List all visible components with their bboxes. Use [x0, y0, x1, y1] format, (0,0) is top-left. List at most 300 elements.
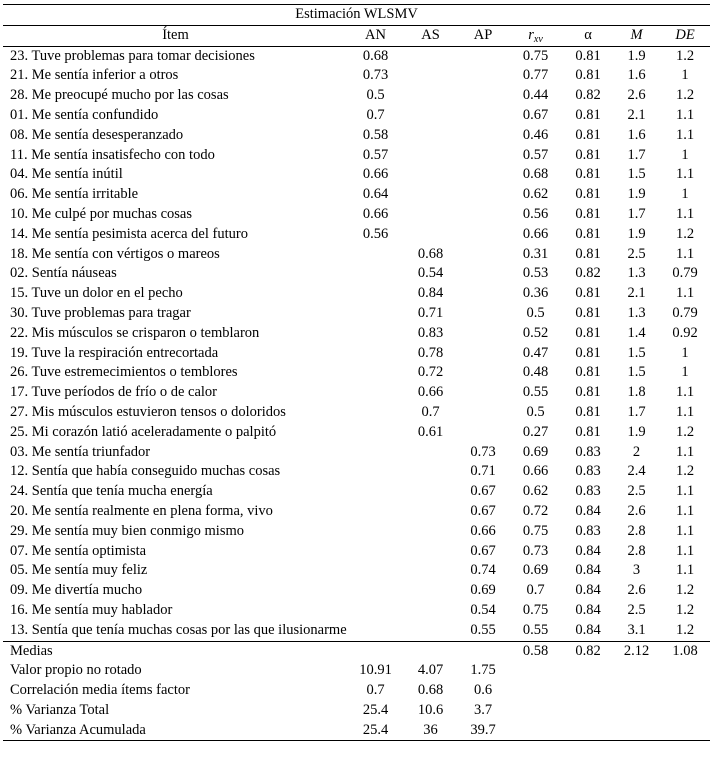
header-row — [3, 25, 710, 46]
cell-ap: 1.75 — [470, 662, 496, 679]
cell-as — [403, 146, 458, 166]
cell-alpha: 0.83 — [575, 443, 601, 460]
cell-rxv: 0.73 — [522, 542, 549, 559]
cell-ap: 0.69 — [470, 582, 496, 599]
item-label: 01. Me sentía confundido — [10, 106, 159, 123]
cell-ap — [458, 245, 508, 265]
cell-m: 1.7 — [627, 146, 646, 163]
cell-m: 1.9 — [627, 186, 646, 203]
item-label: 11. Me sentía insatisfecho con todo — [10, 146, 215, 163]
cell-alpha: 0.81 — [575, 423, 601, 440]
table-row — [3, 165, 710, 185]
item-label: 21. Me sentía inferior a otros — [10, 67, 179, 84]
cell-rxv: 0.55 — [522, 621, 549, 638]
cell-an: 25.4 — [348, 721, 403, 741]
item-label: % Varianza Acumulada — [3, 721, 348, 741]
item-label: 14. Me sentía pesimista acerca del futuro — [10, 225, 248, 242]
table-row — [3, 146, 710, 166]
cell-an — [348, 601, 403, 621]
cell-an: 0.7 — [366, 106, 385, 123]
cell-ap — [458, 225, 508, 245]
cell-rxv: 0.5 — [526, 304, 545, 321]
cell-an — [348, 561, 403, 581]
cell-rxv: 0.47 — [522, 344, 549, 361]
item-label: 05. Me sentía muy feliz — [10, 562, 148, 579]
cell-an — [348, 621, 403, 641]
cell-m: 1.9 — [627, 423, 646, 440]
table-row — [3, 561, 710, 581]
cell-m: 1.5 — [627, 344, 646, 361]
item-label: 12. Sentía que había conseguido muchas cosas — [10, 463, 281, 480]
cell-alpha: 0.81 — [575, 166, 601, 183]
cell-an — [348, 641, 403, 661]
cell-an — [348, 324, 403, 344]
item-label: 09. Me divertía mucho — [10, 582, 143, 599]
cell-ap: 3.7 — [473, 701, 493, 718]
cell-alpha: 0.84 — [575, 562, 601, 579]
cell-an: 0.66 — [362, 166, 389, 183]
cell-ap: 0.71 — [470, 463, 496, 480]
cell-alpha: 0.81 — [575, 67, 601, 84]
cell-ap: 0.67 — [470, 483, 496, 500]
cell-alpha: 0.83 — [575, 522, 601, 539]
cell-ap — [458, 363, 508, 383]
cell-de: 1.2 — [675, 225, 695, 242]
results-table-container — [3, 4, 710, 741]
cell-ap — [458, 383, 508, 403]
cell-alpha: 0.81 — [575, 364, 601, 381]
cell-rxv: 0.62 — [522, 483, 549, 500]
cell-m: 1.3 — [627, 265, 646, 282]
cell-m: 1.6 — [627, 126, 646, 143]
cell-rxv: 0.55 — [522, 384, 549, 401]
cell-m: 1.3 — [627, 304, 646, 321]
cell-de: 1.08 — [660, 641, 710, 661]
table-row — [3, 86, 710, 106]
table-row — [3, 185, 710, 205]
item-label: Medias — [3, 641, 348, 661]
cell-as: 0.66 — [417, 384, 444, 401]
cell-rxv: 0.46 — [522, 126, 549, 143]
header-m: M — [613, 25, 660, 46]
cell-an — [348, 482, 403, 502]
cell-alpha: 0.81 — [575, 106, 601, 123]
cell-alpha — [563, 681, 613, 701]
table-row — [3, 522, 710, 542]
table-row — [3, 601, 710, 621]
cell-an: 0.64 — [362, 186, 389, 203]
cell-rxv: 0.7 — [526, 582, 545, 599]
cell-as — [403, 185, 458, 205]
cell-ap — [458, 205, 508, 225]
table-row — [3, 284, 710, 304]
cell-as — [403, 205, 458, 225]
cell-ap: 0.6 — [473, 682, 493, 699]
cell-as: 0.83 — [417, 324, 444, 341]
cell-an — [348, 344, 403, 364]
cell-an — [348, 245, 403, 265]
cell-alpha: 0.81 — [575, 304, 601, 321]
cell-ap — [458, 126, 508, 146]
summary-row — [3, 701, 710, 721]
cell-an — [348, 522, 403, 542]
item-label: 06. Me sentía irritable — [10, 186, 139, 203]
cell-rxv: 0.68 — [522, 166, 549, 183]
item-label: 24. Sentía que tenía mucha energía — [10, 483, 213, 500]
header-rxv-sub: xv — [533, 33, 543, 45]
cell-rxv: 0.69 — [522, 443, 549, 460]
table-row — [3, 205, 710, 225]
cell-rxv: 0.75 — [522, 522, 549, 539]
item-label: 19. Tuve la respiración entrecortada — [10, 344, 219, 361]
cell-as: 0.68 — [417, 245, 444, 262]
cell-de: 1 — [681, 364, 689, 381]
item-label: 03. Me sentía triunfador — [10, 443, 151, 460]
cell-de: 1.2 — [675, 423, 695, 440]
cell-de: 1.2 — [675, 47, 695, 64]
cell-m — [613, 681, 660, 701]
cell-as: 0.54 — [417, 265, 444, 282]
cell-an — [348, 462, 403, 482]
cell-m: 2.8 — [627, 542, 646, 559]
cell-m: 1.9 — [627, 47, 646, 64]
cell-de: 1.1 — [675, 384, 695, 401]
summary-row — [3, 721, 710, 741]
cell-an — [348, 423, 403, 443]
cell-as — [403, 443, 458, 463]
table-row — [3, 581, 710, 601]
cell-rxv: 0.75 — [522, 47, 549, 64]
cell-m: 1.8 — [627, 384, 646, 401]
cell-as — [403, 641, 458, 661]
cell-alpha: 0.81 — [575, 344, 601, 361]
cell-m: 2 — [632, 443, 641, 460]
table-row — [3, 106, 710, 126]
table-row — [3, 403, 710, 423]
cell-as — [403, 561, 458, 581]
cell-alpha: 0.81 — [575, 324, 601, 341]
cell-alpha: 0.84 — [575, 582, 601, 599]
cell-de: 1.1 — [675, 443, 695, 460]
table-row — [3, 363, 710, 383]
cell-de: 1.1 — [675, 542, 695, 559]
item-label: 30. Tuve problemas para tragar — [10, 304, 191, 321]
cell-de: 1.1 — [675, 403, 695, 420]
cell-rxv: 0.57 — [522, 146, 549, 163]
cell-ap — [458, 185, 508, 205]
cell-ap — [458, 66, 508, 86]
item-label: 23. Tuve problemas para tomar decisiones — [10, 47, 255, 64]
table-row — [3, 66, 710, 86]
cell-ap: 0.54 — [470, 601, 496, 618]
cell-m: 2.4 — [627, 463, 646, 480]
cell-m: 2.12 — [613, 641, 660, 661]
table-row — [3, 621, 710, 641]
cell-alpha: 0.83 — [575, 483, 601, 500]
cell-de: 1.1 — [675, 205, 695, 222]
cell-m — [613, 661, 660, 681]
cell-an: 0.68 — [362, 47, 389, 64]
cell-an — [348, 542, 403, 562]
cell-as — [403, 66, 458, 86]
cell-m — [613, 701, 660, 721]
cell-de: 1.1 — [675, 285, 695, 302]
item-label: 20. Me sentía realmente en plena forma, vivo — [10, 502, 273, 519]
item-label: 16. Me sentía muy hablador — [10, 601, 173, 618]
header-de: DE — [660, 25, 710, 46]
cell-alpha: 0.81 — [575, 384, 601, 401]
header-rxv — [508, 25, 563, 46]
table-row — [3, 225, 710, 245]
cell-ap: 0.67 — [470, 542, 496, 559]
cell-alpha: 0.81 — [575, 205, 601, 222]
cell-alpha: 0.81 — [575, 146, 601, 163]
cell-rxv: 0.58 — [508, 641, 563, 661]
cell-de: 1.1 — [675, 166, 695, 183]
item-label: 04. Me sentía inútil — [10, 166, 123, 183]
cell-m: 2.8 — [627, 522, 646, 539]
cell-as — [403, 225, 458, 245]
cell-as: 0.72 — [417, 364, 444, 381]
cell-an — [348, 284, 403, 304]
cell-ap: 0.73 — [470, 443, 496, 460]
cell-m: 3 — [632, 562, 641, 579]
cell-as: 0.68 — [417, 682, 444, 699]
cell-as: 0.7 — [421, 403, 440, 420]
cell-m: 2.6 — [627, 502, 646, 519]
cell-m: 2.5 — [627, 483, 646, 500]
cell-alpha: 0.81 — [575, 225, 601, 242]
cell-rxv: 0.48 — [522, 364, 549, 381]
cell-an: 0.7 — [366, 682, 385, 699]
cell-an — [348, 581, 403, 601]
item-label: 28. Me preocupé mucho por las cosas — [10, 87, 229, 104]
cell-an — [348, 443, 403, 463]
cell-de: 1.2 — [675, 601, 695, 618]
cell-an — [348, 502, 403, 522]
cell-rxv: 0.67 — [522, 106, 549, 123]
cell-an — [348, 264, 403, 284]
cell-alpha: 0.83 — [575, 463, 601, 480]
cell-as — [403, 462, 458, 482]
table-row — [3, 344, 710, 364]
table-row — [3, 502, 710, 522]
cell-alpha: 0.84 — [575, 621, 601, 638]
item-label: 17. Tuve períodos de frío o de calor — [10, 384, 217, 401]
table-row — [3, 423, 710, 443]
cell-de: 0.79 — [672, 304, 698, 321]
cell-rxv: 0.27 — [522, 423, 549, 440]
cell-an — [348, 363, 403, 383]
cell-de: 1.1 — [675, 106, 695, 123]
cell-ap — [458, 264, 508, 284]
cell-as: 0.61 — [417, 423, 444, 440]
cell-ap — [458, 165, 508, 185]
header-rxv-main: r — [528, 26, 534, 43]
item-label: 18. Me sentía con vértigos o mareos — [10, 245, 220, 262]
cell-m: 2.1 — [627, 285, 646, 302]
cell-rxv: 0.75 — [522, 601, 549, 618]
cell-as — [403, 106, 458, 126]
cell-ap: 0.66 — [470, 522, 496, 539]
cell-rxv: 0.56 — [522, 205, 549, 222]
cell-as: 10.6 — [417, 701, 444, 718]
cell-alpha: 0.81 — [575, 126, 601, 143]
header-alpha: α — [563, 25, 613, 46]
cell-rxv: 0.44 — [522, 87, 549, 104]
cell-ap — [458, 304, 508, 324]
cell-m: 1.5 — [627, 166, 646, 183]
factor-loadings-table — [3, 4, 710, 741]
cell-rxv: 0.36 — [522, 285, 549, 302]
table-row — [3, 443, 710, 463]
table-row — [3, 126, 710, 146]
cell-rxv: 0.52 — [522, 324, 549, 341]
cell-rxv: 0.66 — [522, 463, 549, 480]
cell-rxv — [508, 721, 563, 741]
cell-rxv: 0.77 — [522, 67, 549, 84]
cell-as: 36 — [403, 721, 458, 741]
table-row — [3, 245, 710, 265]
item-label: 27. Mis músculos estuvieron tensos o doloridos — [10, 403, 286, 420]
cell-m: 3.1 — [627, 621, 646, 638]
cell-alpha: 0.84 — [575, 601, 601, 618]
table-row — [3, 324, 710, 344]
cell-ap — [458, 86, 508, 106]
cell-alpha: 0.82 — [575, 87, 601, 104]
cell-de — [660, 661, 710, 681]
cell-de: 1.1 — [675, 483, 695, 500]
table-row — [3, 383, 710, 403]
cell-alpha: 0.81 — [575, 285, 601, 302]
cell-ap — [458, 641, 508, 661]
item-label: 02. Sentía náuseas — [10, 265, 117, 282]
cell-alpha: 0.82 — [575, 265, 601, 282]
cell-m: 1.7 — [627, 205, 646, 222]
cell-an — [348, 304, 403, 324]
cell-an: 0.58 — [362, 126, 389, 143]
cell-de: 1.1 — [675, 245, 695, 262]
cell-alpha: 0.81 — [575, 47, 601, 64]
cell-as — [403, 601, 458, 621]
cell-de: 0.92 — [672, 324, 698, 341]
cell-m: 1.4 — [627, 324, 646, 341]
header-ap: AP — [458, 25, 508, 46]
item-label: 08. Me sentía desesperanzado — [10, 126, 184, 143]
cell-alpha: 0.84 — [575, 542, 601, 559]
cell-as — [403, 482, 458, 502]
item-label: 25. Mi corazón latió aceleradamente o palpitó — [10, 423, 277, 440]
header-an: AN — [348, 25, 403, 46]
item-label: 15. Tuve un dolor en el pecho — [10, 285, 183, 302]
cell-m: 2.1 — [627, 106, 646, 123]
item-label: 07. Me sentía optimista — [10, 542, 147, 559]
cell-as — [403, 126, 458, 146]
cell-as — [403, 86, 458, 106]
table-body — [3, 46, 710, 741]
cell-de: 1.1 — [675, 562, 695, 579]
cell-as — [403, 522, 458, 542]
summary-row — [3, 641, 710, 661]
cell-m: 2.5 — [627, 245, 646, 262]
cell-ap — [458, 106, 508, 126]
cell-alpha: 0.81 — [575, 245, 601, 262]
header-as: AS — [403, 25, 458, 46]
cell-de — [660, 701, 710, 721]
cell-an: 0.56 — [362, 225, 389, 242]
cell-m: 1.7 — [627, 403, 646, 420]
cell-as: 0.71 — [417, 304, 444, 321]
cell-an: 0.57 — [362, 146, 389, 163]
cell-m: 2.6 — [627, 582, 646, 599]
cell-as: 4.07 — [417, 662, 444, 679]
cell-alpha — [563, 661, 613, 681]
cell-ap — [458, 46, 508, 66]
cell-de — [660, 721, 710, 741]
item-label: 26. Tuve estremecimientos o temblores — [10, 364, 238, 381]
cell-an — [348, 403, 403, 423]
cell-as: 0.78 — [417, 344, 444, 361]
cell-m: 2.5 — [627, 601, 646, 618]
summary-row — [3, 681, 710, 701]
cell-rxv: 0.5 — [526, 403, 545, 420]
cell-rxv — [508, 681, 563, 701]
cell-alpha: 0.81 — [575, 186, 601, 203]
cell-de: 1.2 — [675, 582, 695, 599]
cell-alpha: 0.82 — [563, 641, 613, 661]
item-label: Valor propio no rotado — [10, 662, 142, 679]
item-label: 29. Me sentía muy bien conmigo mismo — [10, 522, 244, 539]
cell-m — [613, 721, 660, 741]
item-label: 22. Mis músculos se crisparon o temblaron — [10, 324, 260, 341]
cell-an: 25.4 — [362, 701, 389, 718]
cell-ap: 0.67 — [470, 502, 496, 519]
cell-ap — [458, 344, 508, 364]
cell-de — [660, 681, 710, 701]
header-item: Ítem — [3, 25, 348, 46]
cell-de: 1 — [681, 67, 689, 84]
item-label: 10. Me culpé por muchas cosas — [10, 205, 193, 222]
cell-as — [403, 621, 458, 641]
cell-de: 1 — [681, 146, 689, 163]
cell-as — [403, 165, 458, 185]
cell-alpha: 0.81 — [575, 403, 601, 420]
cell-m: 2.6 — [627, 87, 646, 104]
cell-rxv: 0.62 — [522, 186, 549, 203]
cell-ap — [458, 423, 508, 443]
cell-m: 1.9 — [627, 225, 646, 242]
cell-de: 1 — [681, 344, 689, 361]
cell-an: 0.73 — [362, 67, 389, 84]
table-caption: Estimación WLSMV — [3, 5, 710, 26]
cell-an: 10.91 — [359, 662, 392, 679]
table-row — [3, 304, 710, 324]
cell-ap: 0.55 — [470, 621, 496, 638]
cell-de: 1.2 — [675, 463, 695, 480]
cell-as — [403, 46, 458, 66]
cell-ap: 0.74 — [470, 562, 496, 579]
table-row — [3, 264, 710, 284]
cell-rxv: 0.69 — [522, 562, 549, 579]
table-row — [3, 482, 710, 502]
cell-de: 1.1 — [675, 502, 695, 519]
cell-de: 1.1 — [675, 522, 695, 539]
cell-rxv: 0.53 — [522, 265, 549, 282]
cell-an: 0.5 — [366, 87, 385, 104]
cell-alpha — [563, 721, 613, 741]
cell-de: 1.1 — [675, 126, 695, 143]
cell-as — [403, 581, 458, 601]
